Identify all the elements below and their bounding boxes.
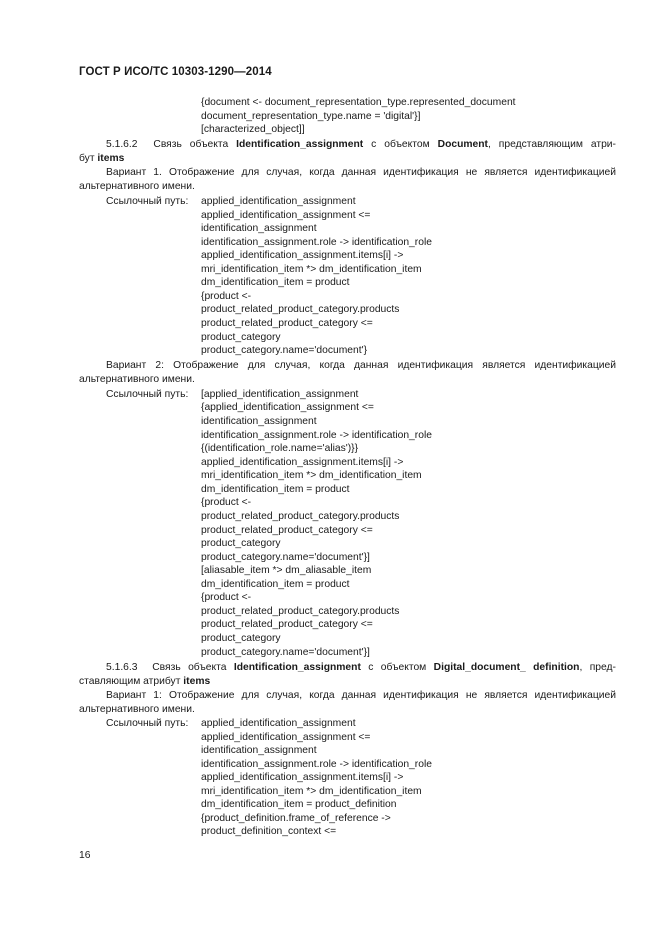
code-line: dm_identification_item = product_definition (201, 799, 397, 810)
code-line: dm_identification_item = product (201, 579, 350, 590)
code-line: [characterized_object]] (201, 124, 305, 135)
page-number: 16 (79, 850, 91, 861)
code-line: product_related_product_category.products (201, 304, 400, 315)
code-line: product_category.name='document'}] (201, 647, 370, 658)
code-line: {document <- document_representation_type.represented_document (201, 97, 516, 108)
code-line: applied_identification_assignment <= (201, 732, 371, 743)
code-line: product_related_product_category.products (201, 606, 400, 617)
code-line: identification_assignment.role -> identification_role (201, 237, 432, 248)
code-line: [aliasable_item *> dm_aliasable_item (201, 565, 372, 576)
variant-1-paragraph: Вариант 1. Отображение для случая, когда данная идентификация не является идентификацией альтернативного имени. (79, 167, 616, 192)
code-line: dm_identification_item = product (201, 484, 350, 495)
variant-2-paragraph: Вариант 2: Отображение для случая, когда данная идентификация является идентификацией альтернативного имени. (79, 360, 616, 385)
code-line: product_related_product_category <= (201, 525, 373, 536)
code-line: applied_identification_assignment.items[i] -> (201, 772, 404, 783)
code-line: mri_identification_item *> dm_identification_item (201, 264, 422, 275)
section-heading-5-1-6-3: 5.1.6.3 Связь объекта Identification_assignment с объектом Digital_document_ definition, пред- ставляющим атрибут items (79, 662, 616, 687)
document-header: ГОСТ Р ИСО/ТС 10303-1290—2014 (79, 66, 272, 78)
code-line: identification_assignment (201, 223, 317, 234)
ref-path-label: Ссылочный путь: [applied_identification_assignment (106, 389, 359, 400)
code-line: product_related_product_category <= (201, 318, 373, 329)
code-line: {product <- (201, 592, 252, 603)
code-line: identification_assignment.role -> identification_role (201, 759, 432, 770)
code-line: {product <- (201, 497, 252, 508)
code-line: mri_identification_item *> dm_identification_item (201, 470, 422, 481)
code-line: product_category.name='document'}] (201, 552, 370, 563)
code-line: {product <- (201, 291, 252, 302)
code-line: applied_identification_assignment.items[i] -> (201, 457, 404, 468)
code-line: {applied_identification_assignment <= (201, 402, 374, 413)
code-line: applied_identification_assignment.items[i] -> (201, 250, 404, 261)
code-line: product_category.name='document'} (201, 345, 368, 356)
code-line: identification_assignment (201, 416, 317, 427)
code-line: {product_definition.frame_of_reference -> (201, 813, 391, 824)
code-line: applied_identification_assignment <= (201, 210, 371, 221)
section-heading-5-1-6-2: 5.1.6.2 Связь объекта Identification_assignment с объектом Document, представляющим атри- бут items (79, 139, 616, 164)
code-line: document_representation_type.name = 'digital'}] (201, 111, 421, 122)
code-line: identification_assignment (201, 745, 317, 756)
code-line: product_related_product_category <= (201, 619, 373, 630)
code-line: identification_assignment.role -> identification_role (201, 430, 432, 441)
code-line: product_category (201, 633, 281, 644)
code-line: mri_identification_item *> dm_identification_item (201, 786, 422, 797)
code-line: product_related_product_category.products (201, 511, 400, 522)
ref-path-label: Ссылочный путь: applied_identification_assignment (106, 196, 356, 207)
code-line: dm_identification_item = product (201, 277, 350, 288)
variant-1-paragraph: Вариант 1: Отображение для случая, когда данная идентификация не является идентификацией альтернативного имени. (79, 690, 616, 715)
code-line: product_definition_context <= (201, 826, 337, 837)
code-line: {(identification_role.name='alias')}} (201, 443, 359, 454)
code-line: product_category (201, 332, 281, 343)
ref-path-label: Ссылочный путь: applied_identification_assignment (106, 718, 356, 729)
code-line: product_category (201, 538, 281, 549)
